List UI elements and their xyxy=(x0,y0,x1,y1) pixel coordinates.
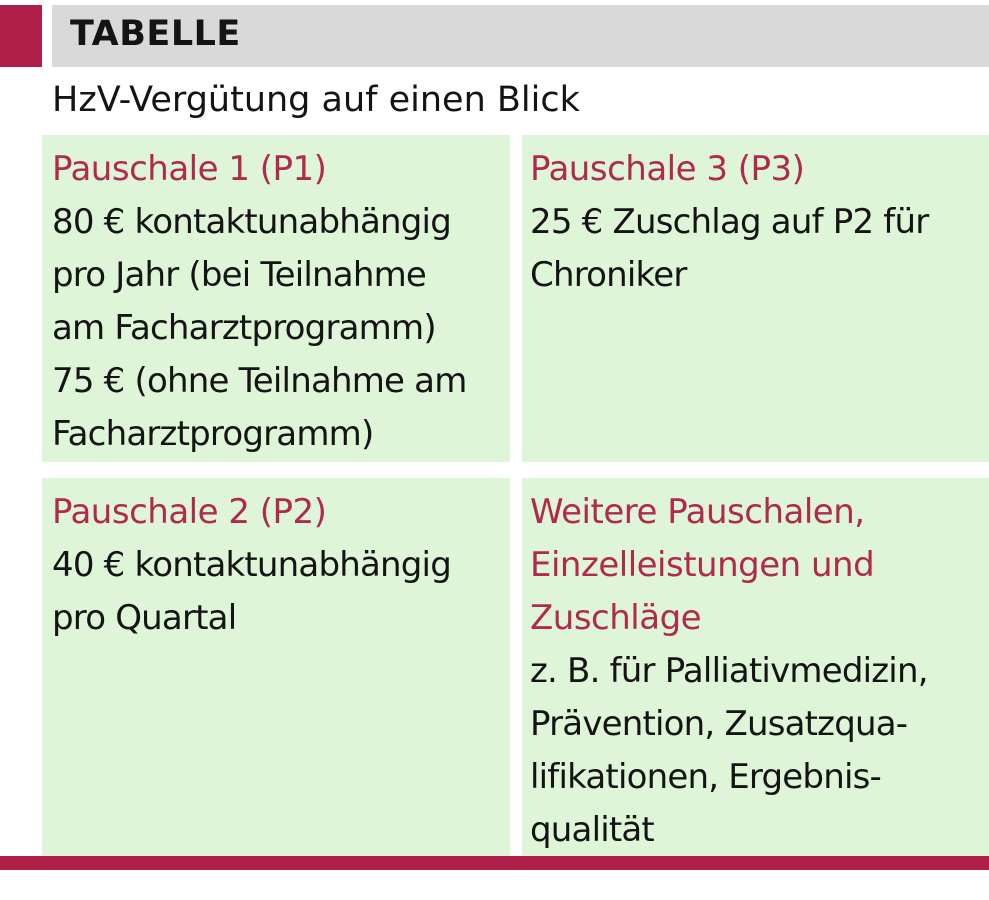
cell-heading: Weitere Pauschalen, Einzelleistungen und Zuschläge xyxy=(530,492,875,638)
cell-text: 80 € kontaktunabhängig pro Jahr (bei Teilnahme am Facharztprogramm) 75 € (ohne Teilnahme am Facharztprogramm) xyxy=(52,202,467,454)
table-label: TABELLE xyxy=(70,14,241,54)
cell-heading: Pauschale 3 (P3) xyxy=(530,149,805,189)
table-title: HzV-Vergütung auf einen Blick xyxy=(52,80,580,120)
cell-text: 40 € kontaktunabhängig pro Quartal xyxy=(52,545,451,638)
cell-heading: Pauschale 1 (P1) xyxy=(52,149,327,189)
bottom-rule xyxy=(0,856,989,870)
cell-pauschale-3 xyxy=(522,135,989,462)
cell-weitere-pauschalen xyxy=(522,478,989,856)
cell-pauschale-1 xyxy=(42,135,510,462)
cell-pauschale-2 xyxy=(42,478,510,856)
cell-heading: Pauschale 2 (P2) xyxy=(52,492,327,532)
cell-text: z. B. für Palliativmedizin, Prävention, Zusatzqua- lifikationen, Ergebnis- qualität xyxy=(530,651,928,850)
cell-text: 25 € Zuschlag auf P2 für Chroniker xyxy=(530,202,929,295)
header-accent-block xyxy=(0,5,42,67)
